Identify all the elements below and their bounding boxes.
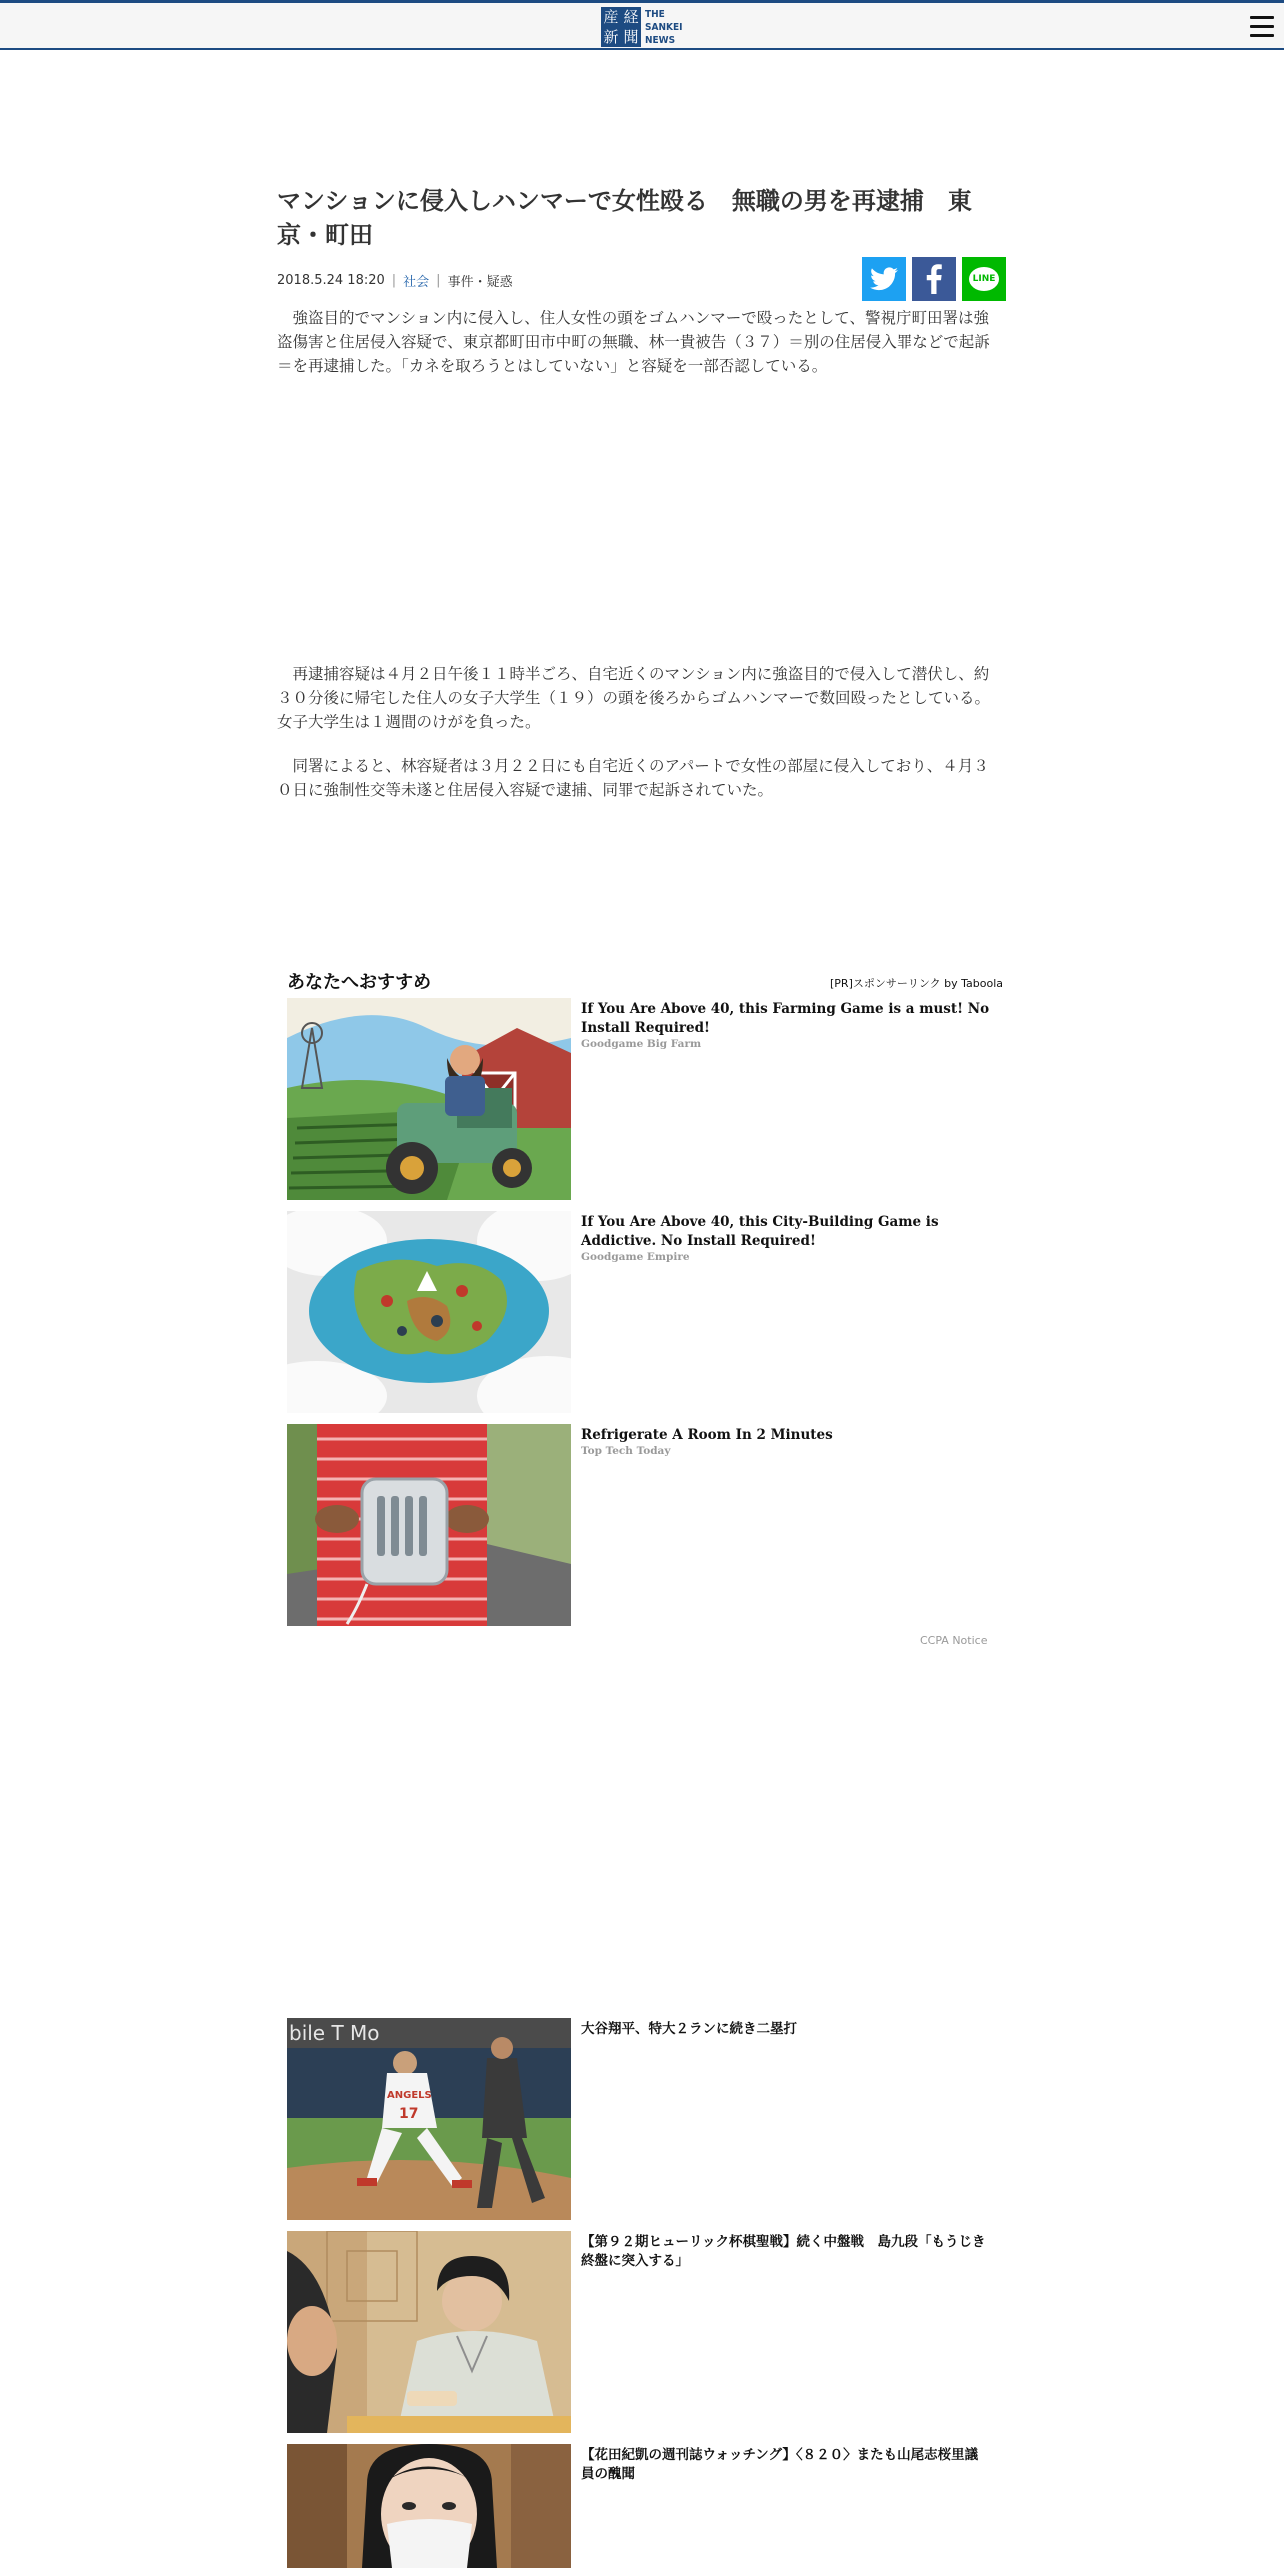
meta-divider: | (436, 273, 441, 288)
sponsored-card-title[interactable]: Refrigerate A Room In 2 Minutes (581, 1427, 833, 1443)
jersey-text: ANGELS (387, 2090, 432, 2101)
recommend-heading: あなたへおすすめ (287, 972, 432, 993)
article-title: マンションに侵入しハンマーで女性殴る 無職の男を再逮捕 東京・町田 (277, 187, 972, 249)
article-paragraph: 同署によると、林容疑者は３月２２日にも自宅近くのアパートで女性の部屋に侵入しており、４月３０日に強制性交等未遂と住居侵入容疑で逮捕、同罪で起訴されていた。 (277, 757, 989, 799)
cooler-thumbnail[interactable] (287, 1424, 571, 1626)
category-link[interactable]: 社会 (403, 275, 430, 290)
facebook-icon (926, 264, 942, 294)
news-card[interactable] (287, 2444, 997, 2568)
farming-game-thumbnail[interactable] (287, 998, 571, 1200)
twitter-share-button[interactable] (862, 257, 906, 301)
news-card-title[interactable]: 【第９２期ヒューリック杯棋聖戦】続く中盤戦 島九段「もうじき終盤に突入する」 (581, 2234, 986, 2269)
news-card-title[interactable]: 【花田紀凱の週刊誌ウォッチング】〈８２０〉またも山尾志桜里議員の醜聞 (581, 2447, 979, 2482)
news-card[interactable] (287, 2231, 997, 2433)
stadium-banner: bile T Mo (289, 2021, 380, 2045)
sponsored-card[interactable] (287, 1424, 997, 1626)
baseball-thumbnail[interactable] (287, 2018, 571, 2220)
subcategory: 事件・疑惑 (447, 275, 513, 290)
sponsored-card[interactable] (287, 1211, 997, 1413)
empire-game-thumbnail[interactable] (287, 1211, 571, 1413)
twitter-icon (870, 267, 898, 291)
sponsored-card[interactable] (287, 998, 997, 1200)
politician-thumbnail[interactable] (287, 2444, 571, 2568)
article-meta (277, 271, 513, 290)
sankei-logo[interactable] (601, 6, 685, 48)
logo-mark: 産 経 新 聞 (601, 7, 641, 47)
shogi-thumbnail[interactable] (287, 2231, 571, 2433)
news-card-title[interactable]: 大谷翔平、特大２ランに続き二塁打 (581, 2021, 797, 2037)
meta-divider: | (391, 273, 397, 288)
sponsored-card-title[interactable]: If You Are Above 40, this City-Building Game is Addictive. No Install Required! (581, 1214, 939, 1249)
line-icon: LINE (969, 267, 999, 291)
news-card[interactable] (287, 2018, 997, 2220)
site-header (0, 0, 1284, 50)
line-share-button[interactable] (962, 257, 1006, 301)
logo-text: THE SANKEI NEWS (645, 8, 683, 46)
hamburger-menu-icon[interactable] (1250, 16, 1274, 38)
sponsored-card-title[interactable]: If You Are Above 40, this Farming Game is a must! No Install Required! (581, 1001, 990, 1036)
ccpa-notice-link[interactable]: CCPA Notice (920, 1634, 988, 1647)
jersey-number: 17 (399, 2106, 419, 2122)
article-paragraph: 強盗目的でマンション内に侵入し、住人女性の頭をゴムハンマーで殴ったとして、警視庁町田署は強盗傷害と住居侵入容疑で、東京都町田市中町の無職、林一貴被告（３７）＝別の住居侵入罪などで起訴＝を再逮捕した。「カネを取ろうとはしていない」と容疑を一部否認している。 (277, 309, 990, 375)
article-paragraph: 再逮捕容疑は４月２日午後１１時半ごろ、自宅近くのマンション内に強盗目的で侵入して潜伏し、約３０分後に帰宅した住人の女子大学生（１９）の頭を後ろからゴムハンマーで数回殴ったとしている。女子大学生は１週間のけがを負った。 (277, 665, 991, 731)
sponsored-card-source: Goodgame Big Farm (581, 1038, 702, 1050)
taboola-sponsor-label[interactable]: [PR]スポンサーリンク by Taboola (830, 977, 1004, 990)
sponsored-card-source: Goodgame Empire (581, 1251, 690, 1263)
article-date: 2018.5.24 18:20 (277, 273, 385, 288)
facebook-share-button[interactable] (912, 257, 956, 301)
share-buttons (862, 257, 1006, 301)
sponsored-card-source: Top Tech Today (581, 1445, 671, 1457)
